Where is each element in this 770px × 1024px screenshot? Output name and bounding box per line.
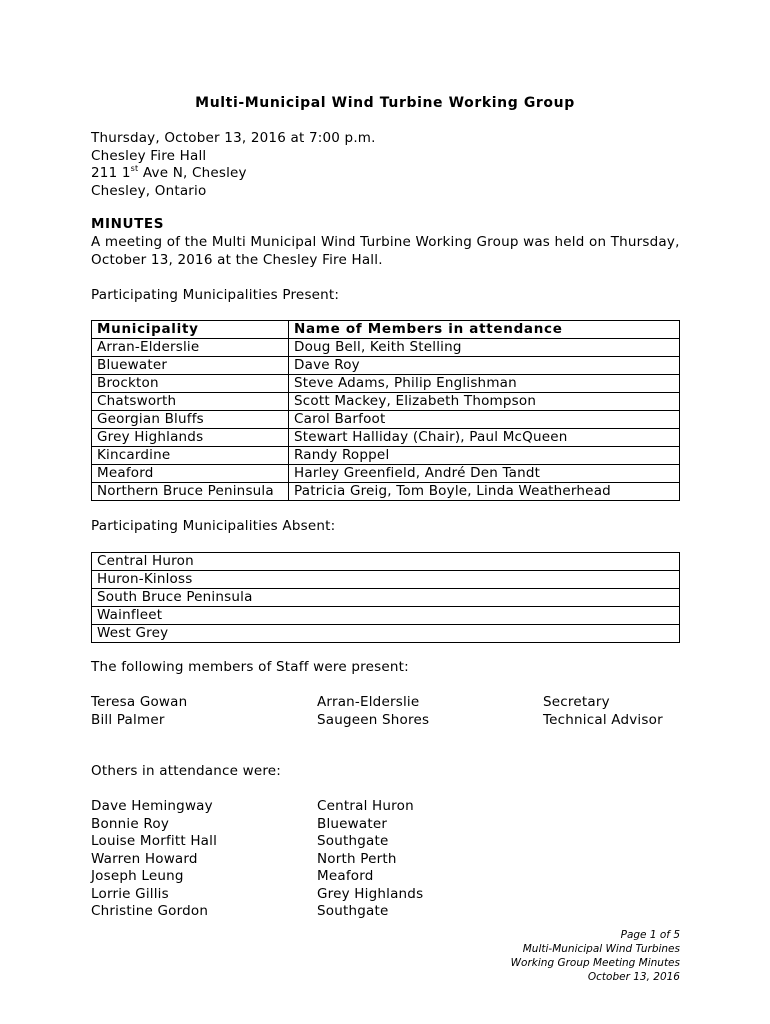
table-row xyxy=(92,465,680,483)
footer-page-number: Page 1 of 5 xyxy=(620,929,680,941)
members-cell: Carol Barfoot xyxy=(289,411,680,429)
footer-group-name: Multi-Municipal Wind Turbines xyxy=(522,943,680,955)
members-cell: Doug Bell, Keith Stelling xyxy=(289,339,680,357)
table-row xyxy=(92,571,680,589)
table-row xyxy=(92,411,680,429)
municipality-cell: Meaford xyxy=(92,465,289,483)
footer-date: October 13, 2016 xyxy=(587,971,680,983)
address-street: Ave N, Chesley xyxy=(138,165,247,181)
others-label: Others in attendance were: xyxy=(91,763,282,779)
meeting-town: Chesley, Ontario xyxy=(91,182,207,199)
meeting-address xyxy=(91,165,247,183)
staff-name: Bill Palmer xyxy=(91,711,165,728)
staff-role: Secretary xyxy=(543,694,610,710)
members-cell: Harley Greenfield, André Den Tandt xyxy=(289,465,680,483)
table-row xyxy=(92,607,680,625)
table-row xyxy=(92,393,680,411)
municipality-cell: Bluewater xyxy=(92,357,289,375)
absent-municipality-cell: Central Huron xyxy=(92,553,680,571)
attendee-municipality: Central Huron xyxy=(317,798,414,814)
meeting-date: Thursday, October 13, 2016 at 7:00 p.m. xyxy=(91,130,376,146)
municipality-cell: Kincardine xyxy=(92,447,289,465)
members-cell: Steve Adams, Philip Englishman xyxy=(289,375,680,393)
meeting-venue: Chesley Fire Hall xyxy=(91,147,207,164)
municipality-cell: Grey Highlands xyxy=(92,429,289,447)
attendee-municipality: Grey Highlands xyxy=(317,885,424,902)
absent-municipality-cell: Wainfleet xyxy=(92,607,680,625)
attendee-municipality: Southgate xyxy=(317,903,389,919)
table-row xyxy=(92,589,680,607)
staff-name: Teresa Gowan xyxy=(91,694,188,710)
municipality-cell: Chatsworth xyxy=(92,393,289,411)
table-header-row xyxy=(92,321,680,339)
header-municipality: Municipality xyxy=(92,321,289,339)
attendee-municipality: North Perth xyxy=(317,850,397,867)
present-table xyxy=(91,320,680,501)
attendee-name: Lorrie Gillis xyxy=(91,885,169,902)
attendee-name: Christine Gordon xyxy=(91,903,209,919)
table-row xyxy=(92,357,680,375)
attendee-municipality: Meaford xyxy=(317,868,374,884)
table-row xyxy=(92,625,680,643)
table-row xyxy=(92,447,680,465)
absent-municipality-cell: West Grey xyxy=(92,625,680,643)
attendee-name: Dave Hemingway xyxy=(91,798,213,814)
footer-document-type: Working Group Meeting Minutes xyxy=(510,957,680,969)
attendee-name: Louise Morfitt Hall xyxy=(91,833,218,849)
attendee-municipality: Bluewater xyxy=(317,815,388,832)
members-cell: Patricia Greig, Tom Boyle, Linda Weatherhead xyxy=(289,483,680,501)
members-cell: Stewart Halliday (Chair), Paul McQueen xyxy=(289,429,680,447)
staff-municipality: Arran-Elderslie xyxy=(317,694,420,710)
header-members: Name of Members in attendance xyxy=(289,321,680,339)
present-label: Participating Municipalities Present: xyxy=(91,287,340,303)
attendee-name: Joseph Leung xyxy=(91,868,184,884)
attendee-name: Warren Howard xyxy=(91,850,198,867)
table-row xyxy=(92,339,680,357)
absent-municipality-cell: South Bruce Peninsula xyxy=(92,589,680,607)
absent-table xyxy=(91,552,680,643)
members-cell: Dave Roy xyxy=(289,357,680,375)
address-ordinal: st xyxy=(130,164,139,173)
staff-municipality: Saugeen Shores xyxy=(317,711,430,728)
table-row xyxy=(92,483,680,501)
document-title: Multi-Municipal Wind Turbine Working Group xyxy=(195,95,575,111)
municipality-cell: Georgian Bluffs xyxy=(92,411,289,429)
absent-label: Participating Municipalities Absent: xyxy=(91,518,336,534)
members-cell: Randy Roppel xyxy=(289,447,680,465)
minutes-heading: MINUTES xyxy=(91,216,165,232)
attendee-municipality: Southgate xyxy=(317,833,389,849)
table-row xyxy=(92,429,680,447)
municipality-cell: Brockton xyxy=(92,375,289,393)
municipality-cell: Arran-Elderslie xyxy=(92,339,289,357)
minutes-intro-line-2: October 13, 2016 at the Chesley Fire Hall. xyxy=(91,251,383,268)
table-row xyxy=(92,553,680,571)
absent-municipality-cell: Huron-Kinloss xyxy=(92,571,680,589)
staff-label: The following members of Staff were present: xyxy=(91,659,409,675)
minutes-intro-line-1: A meeting of the Multi Municipal Wind Turbine Working Group was held on Thursday, xyxy=(91,234,680,250)
members-cell: Scott Mackey, Elizabeth Thompson xyxy=(289,393,680,411)
staff-role: Technical Advisor xyxy=(543,711,663,728)
address-number: 211 1 xyxy=(91,165,131,181)
municipality-cell: Northern Bruce Peninsula xyxy=(92,483,289,501)
attendee-name: Bonnie Roy xyxy=(91,815,170,832)
table-row xyxy=(92,375,680,393)
